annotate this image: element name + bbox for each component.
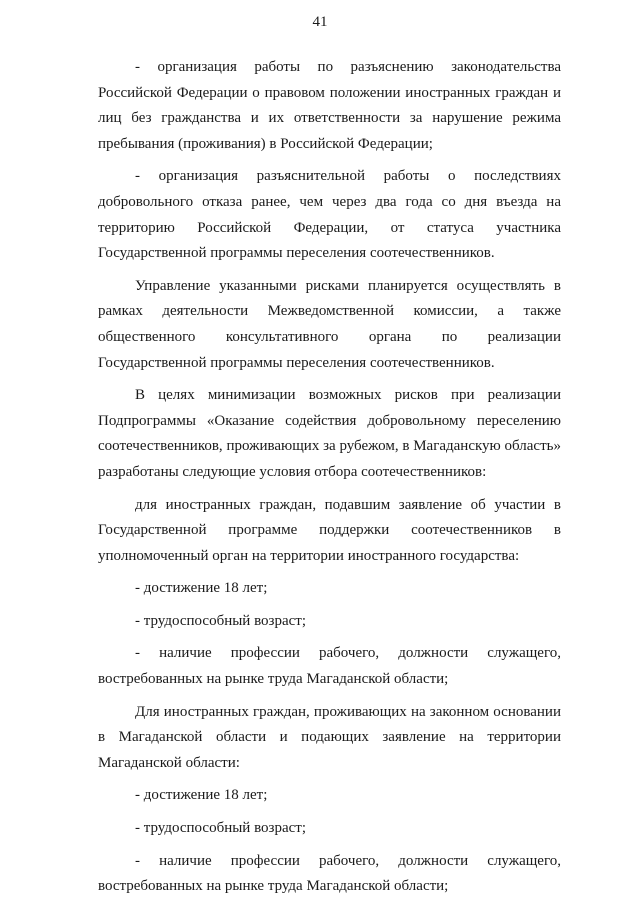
paragraph-5: для иностранных граждан, подавшим заявление об участии в Государственной программе поддержки соотечественников в уполномоченный орган на территории иностранного государства: [98, 496, 561, 564]
paragraph-1: - организация работы по разъяснению законодательства Российской Федерации о правовом положении иностранных граждан и лиц без гражданства и их ответственности за нарушение режима пребывания (проживания) в Российской Федерации; [98, 59, 561, 152]
page-number: 41 [312, 14, 328, 30]
list-item: - достижение 18 лет; [135, 580, 268, 597]
paragraph-3: Управление указанными рисками планируется осуществлять в рамках деятельности Межведомственной комиссии, а также общественного консультативного органа по реализации Государственной программы переселения соотечественников. [98, 277, 561, 371]
paragraph-4: В целях минимизации возможных рисков при реализации Подпрограммы «Оказание содействия добровольному переселению соотечественников, проживающих за рубежом, в Магаданскую область» разработаны следующие условия отбора соотечественников: [98, 387, 561, 480]
list-item: - наличие профессии рабочего, должности служащего, востребованных на рынке труда Магаданской области; [98, 852, 561, 895]
document-body [98, 55, 561, 900]
paragraph-2: - организация разъяснительной работы о последствиях добровольного отказа ранее, чем через два года со дня въезда на территорию Российской Федерации, от статуса участника Государственной программы переселения соотечественников. [98, 168, 561, 262]
list-item: - наличие профессии рабочего, должности служащего, востребованных на рынке труда Магаданской области; [98, 645, 561, 688]
list-item: - достижение 18 лет; [135, 787, 268, 804]
paragraph-6: Для иностранных граждан, проживающих на законном основании в Магаданской области и подающих заявление на территории Магаданской области: [98, 703, 561, 771]
list-item: - трудоспособный возраст; [135, 820, 307, 837]
list-item: - трудоспособный возраст; [135, 612, 307, 629]
